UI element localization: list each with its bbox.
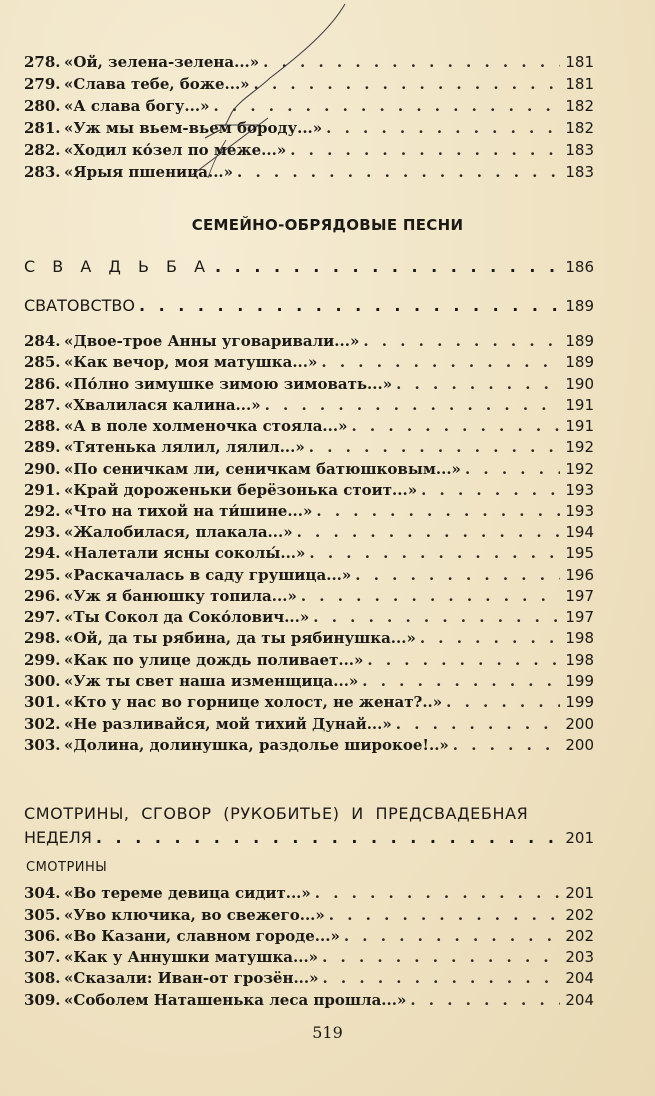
entry-title: «Как вечор, моя матушка...»: [64, 353, 318, 371]
dot-leader: [297, 521, 560, 543]
entry-number: 287.: [24, 396, 61, 414]
dot-leader: [263, 51, 560, 73]
entry-title: «Кто у нас во горнице холост, не женат?..»: [64, 693, 443, 711]
entry-page: 181: [565, 53, 594, 71]
dot-leader: [453, 734, 560, 756]
entry-page: 189: [565, 332, 594, 350]
entry-number: 290.: [24, 460, 61, 478]
toc-entry: [24, 542, 594, 564]
toc-entry: [24, 436, 594, 458]
entry-title: «Хвалилася калина...»: [64, 396, 261, 414]
entry-page: 200: [565, 715, 594, 733]
entry-page: 201: [565, 884, 594, 902]
dot-leader: [92, 826, 560, 850]
entry-page: 195: [565, 544, 594, 562]
entry-page: 196: [565, 566, 594, 584]
entry-title: «По сеничкам ли, сеничкам батюшковым...»: [64, 460, 461, 478]
dot-leader: [315, 882, 560, 904]
subheading-smotriny: СМОТРИНЫ: [26, 860, 108, 875]
heading-title: С В А Д Ь Б А: [24, 257, 212, 276]
toc-entry: [24, 585, 594, 607]
entry-title: «Долина, долинушка, раздолье широкое!..»: [64, 736, 449, 754]
entry-page: 199: [565, 693, 594, 711]
entry-title: «Край дороженьки берёзонька стоит...»: [64, 481, 418, 499]
toc-entry: [24, 882, 594, 904]
entry-number: 282.: [24, 141, 61, 159]
entry-page: 203: [565, 948, 594, 966]
entry-page: 181: [565, 75, 594, 93]
entry-page: 204: [565, 969, 594, 987]
entry-number: 286.: [24, 375, 61, 393]
section-title: СЕМЕЙНО-ОБРЯДОВЫЕ ПЕСНИ: [191, 216, 464, 234]
dot-leader: [321, 351, 560, 373]
entry-title: «Во тереме девица сидит...»: [64, 884, 311, 902]
toc-heading-svatovstvo: [24, 296, 594, 315]
entry-title: «А слава богу...»: [64, 97, 210, 115]
entry-page: 189: [565, 353, 594, 371]
dot-leader: [322, 967, 560, 989]
entry-title: «Жалобилася, плакала...»: [64, 523, 293, 541]
heading-page: 189: [565, 297, 594, 315]
toc-heading-smotriny: [24, 802, 594, 850]
entry-page: 182: [565, 119, 594, 137]
dot-leader: [322, 946, 560, 968]
toc-entry: [24, 73, 594, 95]
entry-page: 183: [565, 163, 594, 181]
dot-leader: [420, 627, 560, 649]
toc-entry: [24, 925, 594, 947]
entry-page: 200: [565, 736, 594, 754]
toc-heading-svadba: [24, 257, 594, 276]
entry-page: 183: [565, 141, 594, 159]
entry-page: 198: [565, 629, 594, 647]
entry-number: 292.: [24, 502, 61, 520]
entry-number: 305.: [24, 906, 61, 924]
dot-leader: [410, 989, 560, 1011]
page-number: 519: [312, 1023, 343, 1042]
entry-number: 299.: [24, 651, 61, 669]
toc-entry: [24, 946, 594, 968]
toc-entry: [24, 139, 594, 161]
entry-title: «Ты Сокол да Соко́лович...»: [64, 608, 310, 626]
toc-entry: [24, 500, 594, 522]
toc-entry: [24, 606, 594, 628]
entry-number: 307.: [24, 948, 61, 966]
toc-entry: [24, 649, 594, 671]
entry-number: 294.: [24, 544, 61, 562]
entry-title: «Как по улице дождь поливает...»: [64, 651, 364, 669]
entry-number: 302.: [24, 715, 61, 733]
entry-page: 194: [565, 523, 594, 541]
toc-entry: [24, 415, 594, 437]
entry-title: «Что на тихой на ти́шине...»: [64, 502, 313, 520]
entry-page: 204: [565, 991, 594, 1009]
entry-title: «А в поле холменочка стояла...»: [64, 417, 348, 435]
heading-title: СВАТОВСТВО: [24, 296, 135, 315]
entry-number: 303.: [24, 736, 61, 754]
dot-leader: [362, 670, 560, 692]
entry-number: 289.: [24, 438, 61, 456]
toc-entry: [24, 564, 594, 586]
entry-title: «Не разливайся, мой тихий Дунай...»: [64, 715, 392, 733]
toc-entry: [24, 627, 594, 649]
toc-entry: [24, 479, 594, 501]
entry-number: 301.: [24, 693, 61, 711]
entry-title: «Сказали: Иван-от грозён...»: [64, 969, 319, 987]
toc-entry: [24, 989, 594, 1011]
entry-number: 309.: [24, 991, 61, 1009]
entry-number: 297.: [24, 608, 61, 626]
toc-entry: [24, 330, 594, 352]
entry-page: 193: [565, 502, 594, 520]
entry-title: «Ой, да ты рябина, да ты рябинушка...»: [64, 629, 416, 647]
entry-title: «Уво ключика, во свежего...»: [64, 906, 325, 924]
entry-title: «Уж я банюшку топила...»: [64, 587, 297, 605]
dot-leader: [237, 161, 560, 183]
entry-title: «Соболем Наташенька леса прошла...»: [64, 991, 407, 1009]
dot-leader: [363, 330, 560, 352]
entry-number: 278.: [24, 53, 61, 71]
entry-page: 197: [565, 608, 594, 626]
entry-number: 291.: [24, 481, 61, 499]
toc-entry: [24, 713, 594, 735]
toc-entry: [24, 967, 594, 989]
entry-title: «Ой, зелена-зелена...»: [64, 53, 260, 71]
heading-line2: НЕДЕЛЯ: [24, 828, 92, 847]
toc-entry: [24, 394, 594, 416]
entry-number: 279.: [24, 75, 61, 93]
dot-leader: [421, 479, 560, 501]
dot-leader: [309, 436, 560, 458]
entry-title: «Раскачалась в саду грушица...»: [64, 566, 352, 584]
entry-title: «По́лно зимушке зимою зимовать...»: [64, 375, 393, 393]
entry-page: 202: [565, 927, 594, 945]
toc-entry: [24, 373, 594, 395]
entry-number: 300.: [24, 672, 61, 690]
entry-number: 306.: [24, 927, 61, 945]
dot-leader: [254, 73, 560, 95]
entry-number: 304.: [24, 884, 61, 902]
entry-page: 191: [565, 396, 594, 414]
entry-number: 295.: [24, 566, 61, 584]
toc-entry: [24, 670, 594, 692]
entry-number: 298.: [24, 629, 61, 647]
entry-number: 308.: [24, 969, 61, 987]
dot-leader: [213, 95, 560, 117]
entry-page: 190: [565, 375, 594, 393]
entry-title: «Уж мы вьем-вьем бороду...»: [64, 119, 323, 137]
entry-number: 283.: [24, 163, 61, 181]
heading-page: 201: [565, 829, 594, 847]
entry-page: 193: [565, 481, 594, 499]
heading-line2-row: [24, 826, 594, 850]
toc-entry: [24, 691, 594, 713]
entry-title: «Ярыя пшеница...»: [64, 163, 234, 181]
entry-number: 281.: [24, 119, 61, 137]
dot-leader: [301, 585, 560, 607]
dot-leader: [313, 606, 560, 628]
entry-title: «Двое-трое Анны уговаривали...»: [64, 332, 360, 350]
dot-leader: [309, 542, 560, 564]
entry-page: 191: [565, 417, 594, 435]
dot-leader: [329, 904, 560, 926]
entry-title: «Уж ты свет наша изменщица...»: [64, 672, 359, 690]
entry-title: «Во Казани, славном городе...»: [64, 927, 340, 945]
entry-page: 202: [565, 906, 594, 924]
heading-line1: СМОТРИНЫ, СГОВОР (РУКОБИТЬЕ) И ПРЕДСВАДЕБНАЯ: [24, 804, 529, 823]
entry-page: 197: [565, 587, 594, 605]
dot-leader: [396, 713, 560, 735]
entry-title: «Слава тебе, боже...»: [64, 75, 250, 93]
toc-entry: [24, 95, 594, 117]
entry-page: 192: [565, 438, 594, 456]
toc-entry: [24, 117, 594, 139]
entry-page: 182: [565, 97, 594, 115]
entry-number: 285.: [24, 353, 61, 371]
toc-entry: [24, 161, 594, 183]
toc-entry: [24, 51, 594, 73]
dot-leader: [355, 564, 560, 586]
dot-leader: [139, 296, 560, 315]
dot-leader: [396, 373, 560, 395]
dot-leader: [344, 925, 560, 947]
entry-page: 192: [565, 460, 594, 478]
dot-leader: [465, 458, 560, 480]
entry-number: 288.: [24, 417, 61, 435]
toc-entry: [24, 458, 594, 480]
entry-number: 296.: [24, 587, 61, 605]
entry-number: 293.: [24, 523, 61, 541]
entry-title: «Налетали ясны соколы́...»: [64, 544, 306, 562]
dot-leader: [367, 649, 560, 671]
entry-page: 198: [565, 651, 594, 669]
entry-number: 284.: [24, 332, 61, 350]
dot-leader: [326, 117, 560, 139]
entry-page: 199: [565, 672, 594, 690]
heading-page: 186: [565, 258, 594, 276]
toc-entry: [24, 904, 594, 926]
dot-leader: [290, 139, 560, 161]
entry-number: 280.: [24, 97, 61, 115]
dot-leader: [316, 500, 560, 522]
toc-entry: [24, 734, 594, 756]
toc-entry: [24, 521, 594, 543]
dot-leader: [446, 691, 560, 713]
toc-entry: [24, 351, 594, 373]
entry-title: «Тятенька лялил, лялил...»: [64, 438, 305, 456]
entry-title: «Ходил ко́зел по меже...»: [64, 141, 287, 159]
dot-leader: [265, 394, 560, 416]
dot-leader: [215, 257, 560, 276]
dot-leader: [351, 415, 560, 437]
entry-title: «Как у Аннушки матушка...»: [64, 948, 319, 966]
